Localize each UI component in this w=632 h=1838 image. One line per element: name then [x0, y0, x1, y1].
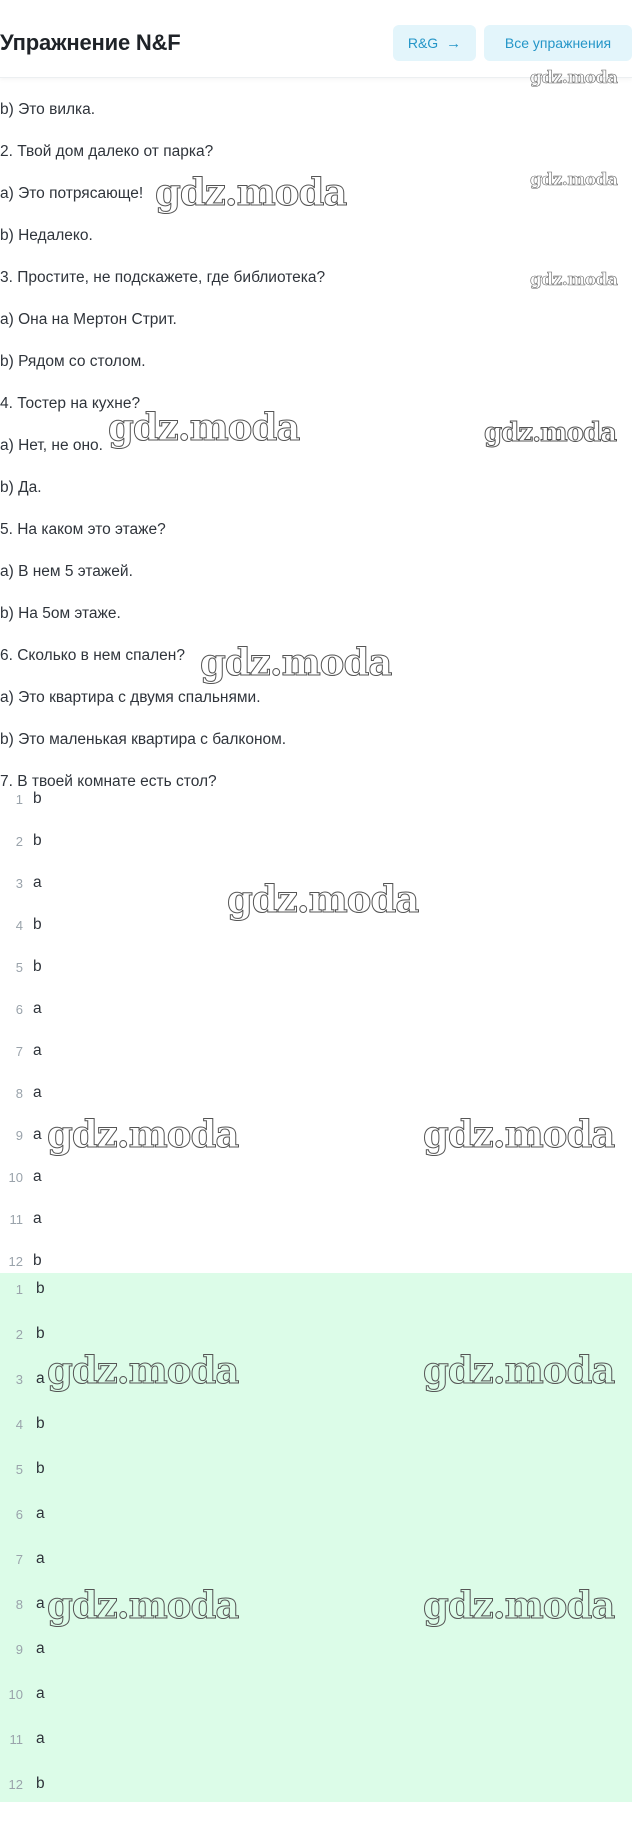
- question-line: 7. В твоей комнате есть стол?: [0, 773, 217, 788]
- answer-value: b: [36, 1460, 45, 1477]
- answer-value: a: [33, 1042, 42, 1059]
- page-header: [0, 0, 632, 78]
- question-line: b) Да.: [0, 479, 42, 496]
- answer-row: [0, 1278, 632, 1306]
- answer-row: [0, 788, 632, 816]
- answer-number: 3: [15, 1372, 23, 1387]
- answer-value: b: [33, 832, 42, 849]
- answer-row: [0, 872, 632, 900]
- all-exercises-button[interactable]: [484, 25, 632, 61]
- watermark: gdz.moda: [530, 170, 618, 190]
- answer-row: [0, 1040, 632, 1068]
- answer-number: 4: [15, 1417, 23, 1432]
- arrow-right-icon: →: [446, 34, 462, 52]
- answer-value: b: [36, 1280, 45, 1297]
- question-list: [0, 78, 632, 788]
- answer-number: 11: [9, 1732, 23, 1747]
- watermark: gdz.moda: [423, 1112, 615, 1156]
- answer-value: a: [33, 1000, 42, 1017]
- answer-row: [0, 1413, 632, 1441]
- question-line: a) Это квартира с двумя спальнями.: [0, 689, 261, 706]
- answer-number: 2: [15, 1327, 23, 1342]
- watermark: gdz.moda: [530, 68, 618, 88]
- watermark: gdz.moda: [484, 418, 617, 448]
- answer-row: [0, 1503, 632, 1531]
- answer-value: b: [33, 916, 42, 933]
- watermark: gdz.moda: [200, 640, 392, 684]
- answer-number: 9: [15, 1642, 23, 1657]
- all-exercises-label: Все упражнения: [504, 35, 612, 51]
- question-line: b) Недалеко.: [0, 227, 93, 244]
- answer-value: a: [36, 1685, 45, 1702]
- question-line: a) В нем 5 этажей.: [0, 563, 133, 580]
- answer-list: [0, 788, 632, 1272]
- watermark: gdz.moda: [108, 405, 300, 449]
- rg-button-label: R&G: [407, 35, 439, 51]
- answer-number: 4: [15, 918, 23, 933]
- question-line: a) Нет, не оно.: [0, 437, 103, 454]
- question-line: b) Это вилка.: [0, 101, 96, 118]
- answer-row: [0, 1593, 632, 1621]
- answer-row: [0, 830, 632, 858]
- answer-number: 10: [8, 1687, 23, 1702]
- question-line: a) Это потрясающе!: [0, 185, 144, 202]
- answer-value: b: [33, 958, 42, 975]
- answer-number: 8: [15, 1086, 23, 1101]
- answer-row: [0, 1728, 632, 1756]
- watermark: gdz.moda: [47, 1112, 239, 1156]
- answer-number: 1: [15, 792, 23, 807]
- answer-number: 11: [9, 1212, 23, 1227]
- answer-value: a: [33, 1168, 42, 1185]
- answer-number: 6: [15, 1002, 23, 1017]
- rg-button[interactable]: [393, 25, 476, 61]
- question-line: b) Это маленькая квартира с балконом.: [0, 731, 287, 748]
- answer-value: a: [36, 1370, 45, 1387]
- answer-number: 5: [15, 960, 23, 975]
- answer-number: 8: [15, 1597, 23, 1612]
- question-line: a) Она на Мертон Стрит.: [0, 311, 177, 328]
- answer-number: 12: [8, 1777, 23, 1792]
- answer-number: 10: [8, 1170, 23, 1185]
- answer-row: [0, 1166, 632, 1194]
- watermark: gdz.moda: [530, 270, 618, 290]
- question-line: b) Рядом со столом.: [0, 353, 146, 370]
- answer-row: [0, 1683, 632, 1711]
- answer-row: [0, 914, 632, 942]
- answer-number: 7: [15, 1044, 23, 1059]
- answer-number: 2: [15, 834, 23, 849]
- watermark: gdz.moda: [227, 877, 419, 921]
- question-line: b) На 5ом этаже.: [0, 605, 121, 622]
- answer-value: b: [33, 1252, 42, 1269]
- answer-value: a: [33, 874, 42, 891]
- answer-value: b: [36, 1415, 45, 1432]
- answer-row: [0, 1082, 632, 1110]
- answer-value: a: [33, 1084, 42, 1101]
- answer-number: 3: [15, 876, 23, 891]
- answer-number: 6: [15, 1507, 23, 1522]
- answer-row: [0, 1638, 632, 1666]
- answer-number: 1: [15, 1282, 23, 1297]
- answer-number: 7: [15, 1552, 23, 1567]
- answer-list-highlighted: [0, 1273, 632, 1802]
- answer-row: [0, 1124, 632, 1152]
- answer-row: [0, 998, 632, 1026]
- answer-number: 5: [15, 1462, 23, 1477]
- answer-row: [0, 956, 632, 984]
- answer-value: a: [36, 1505, 45, 1522]
- question-line: 4. Тостер на кухне?: [0, 395, 141, 412]
- answer-row: [0, 1323, 632, 1351]
- question-line: 2. Твой дом далеко от парка?: [0, 143, 214, 160]
- question-line: 5. На каком это этаже?: [0, 521, 166, 538]
- page-title: Упражнение N&F: [0, 30, 181, 55]
- answer-number: 9: [15, 1128, 23, 1143]
- answer-row: [0, 1773, 632, 1801]
- answer-value: a: [36, 1640, 45, 1657]
- answer-row: [0, 1458, 632, 1486]
- question-line: 6. Сколько в нем спален?: [0, 647, 185, 664]
- answer-row: [0, 1548, 632, 1576]
- question-line: 3. Простите, не подскажете, где библиотека?: [0, 269, 326, 286]
- answer-value: a: [33, 1210, 42, 1227]
- answer-value: a: [36, 1730, 45, 1747]
- answer-number: 12: [8, 1254, 23, 1269]
- answer-value: a: [36, 1595, 45, 1612]
- answer-value: b: [33, 790, 42, 807]
- answer-row: [0, 1208, 632, 1236]
- answer-value: a: [33, 1126, 42, 1143]
- watermark: gdz.moda: [155, 170, 347, 214]
- answer-value: b: [36, 1775, 45, 1792]
- answer-value: b: [36, 1325, 45, 1342]
- answer-row: [0, 1368, 632, 1396]
- answer-value: a: [36, 1550, 45, 1567]
